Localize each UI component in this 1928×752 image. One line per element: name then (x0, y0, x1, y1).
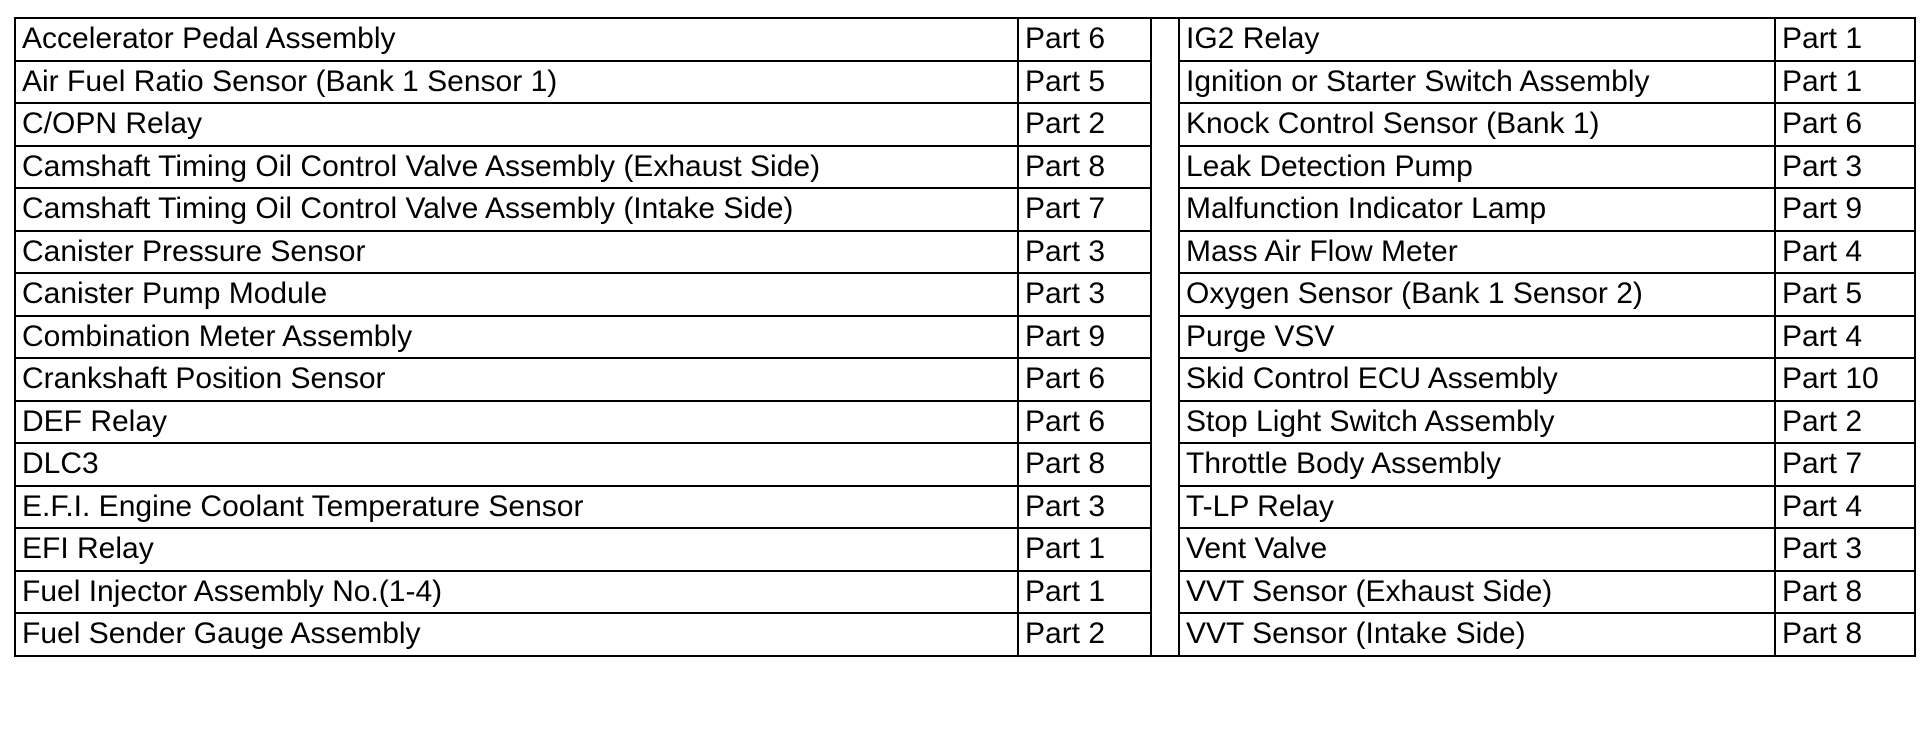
right-part-cell: Part 5 (1775, 273, 1915, 316)
left-part-cell: Part 8 (1018, 443, 1151, 486)
left-component-cell: E.F.I. Engine Coolant Temperature Sensor (15, 486, 1018, 529)
right-component-cell: Purge VSV (1179, 316, 1775, 359)
table-row (15, 103, 1915, 146)
right-part-cell: Part 2 (1775, 401, 1915, 444)
table-row (15, 528, 1915, 571)
table-body (15, 18, 1915, 656)
left-component-cell: Accelerator Pedal Assembly (15, 18, 1018, 61)
column-spacer (1151, 146, 1179, 189)
column-spacer (1151, 18, 1179, 61)
right-part-cell: Part 3 (1775, 528, 1915, 571)
left-component-cell: Canister Pump Module (15, 273, 1018, 316)
right-part-cell: Part 1 (1775, 18, 1915, 61)
right-part-cell: Part 1 (1775, 61, 1915, 104)
column-spacer (1151, 188, 1179, 231)
left-part-cell: Part 8 (1018, 146, 1151, 189)
table-row (15, 231, 1915, 274)
table-row (15, 316, 1915, 359)
table-row (15, 358, 1915, 401)
column-spacer (1151, 443, 1179, 486)
left-component-cell: Air Fuel Ratio Sensor (Bank 1 Sensor 1) (15, 61, 1018, 104)
right-part-cell: Part 4 (1775, 316, 1915, 359)
column-spacer (1151, 273, 1179, 316)
left-part-cell: Part 6 (1018, 358, 1151, 401)
column-spacer (1151, 571, 1179, 614)
right-component-cell: Knock Control Sensor (Bank 1) (1179, 103, 1775, 146)
left-part-cell: Part 3 (1018, 486, 1151, 529)
left-component-cell: C/OPN Relay (15, 103, 1018, 146)
right-component-cell: Vent Valve (1179, 528, 1775, 571)
left-part-cell: Part 6 (1018, 18, 1151, 61)
column-spacer (1151, 231, 1179, 274)
right-component-cell: Throttle Body Assembly (1179, 443, 1775, 486)
right-part-cell: Part 3 (1775, 146, 1915, 189)
right-component-cell: Malfunction Indicator Lamp (1179, 188, 1775, 231)
column-spacer (1151, 401, 1179, 444)
right-component-cell: Stop Light Switch Assembly (1179, 401, 1775, 444)
left-part-cell: Part 9 (1018, 316, 1151, 359)
table-row (15, 61, 1915, 104)
column-spacer (1151, 613, 1179, 656)
column-spacer (1151, 61, 1179, 104)
left-part-cell: Part 2 (1018, 613, 1151, 656)
column-spacer (1151, 103, 1179, 146)
column-spacer (1151, 528, 1179, 571)
right-component-cell: IG2 Relay (1179, 18, 1775, 61)
right-component-cell: T-LP Relay (1179, 486, 1775, 529)
left-component-cell: Camshaft Timing Oil Control Valve Assembly (Intake Side) (15, 188, 1018, 231)
table-row (15, 613, 1915, 656)
column-spacer (1151, 316, 1179, 359)
right-component-cell: Skid Control ECU Assembly (1179, 358, 1775, 401)
left-component-cell: DEF Relay (15, 401, 1018, 444)
right-part-cell: Part 8 (1775, 571, 1915, 614)
left-component-cell: EFI Relay (15, 528, 1018, 571)
left-part-cell: Part 7 (1018, 188, 1151, 231)
table-row (15, 18, 1915, 61)
right-component-cell: Ignition or Starter Switch Assembly (1179, 61, 1775, 104)
left-component-cell: Canister Pressure Sensor (15, 231, 1018, 274)
table-row (15, 443, 1915, 486)
left-component-cell: DLC3 (15, 443, 1018, 486)
left-part-cell: Part 3 (1018, 273, 1151, 316)
right-component-cell: Oxygen Sensor (Bank 1 Sensor 2) (1179, 273, 1775, 316)
table-row (15, 486, 1915, 529)
table-row (15, 146, 1915, 189)
left-component-cell: Fuel Injector Assembly No.(1-4) (15, 571, 1018, 614)
table-row (15, 188, 1915, 231)
left-component-cell: Camshaft Timing Oil Control Valve Assembly (Exhaust Side) (15, 146, 1018, 189)
table-row (15, 571, 1915, 614)
left-component-cell: Crankshaft Position Sensor (15, 358, 1018, 401)
right-part-cell: Part 8 (1775, 613, 1915, 656)
right-part-cell: Part 4 (1775, 231, 1915, 274)
right-part-cell: Part 9 (1775, 188, 1915, 231)
column-spacer (1151, 358, 1179, 401)
left-component-cell: Combination Meter Assembly (15, 316, 1018, 359)
left-part-cell: Part 2 (1018, 103, 1151, 146)
right-component-cell: Leak Detection Pump (1179, 146, 1775, 189)
left-part-cell: Part 1 (1018, 571, 1151, 614)
left-component-cell: Fuel Sender Gauge Assembly (15, 613, 1018, 656)
table-row (15, 401, 1915, 444)
right-part-cell: Part 4 (1775, 486, 1915, 529)
column-spacer (1151, 486, 1179, 529)
right-part-cell: Part 6 (1775, 103, 1915, 146)
right-part-cell: Part 7 (1775, 443, 1915, 486)
right-part-cell: Part 10 (1775, 358, 1915, 401)
left-part-cell: Part 3 (1018, 231, 1151, 274)
left-part-cell: Part 5 (1018, 61, 1151, 104)
right-component-cell: Mass Air Flow Meter (1179, 231, 1775, 274)
component-part-index-table (14, 17, 1916, 657)
right-component-cell: VVT Sensor (Intake Side) (1179, 613, 1775, 656)
table-row (15, 273, 1915, 316)
left-part-cell: Part 1 (1018, 528, 1151, 571)
left-part-cell: Part 6 (1018, 401, 1151, 444)
right-component-cell: VVT Sensor (Exhaust Side) (1179, 571, 1775, 614)
